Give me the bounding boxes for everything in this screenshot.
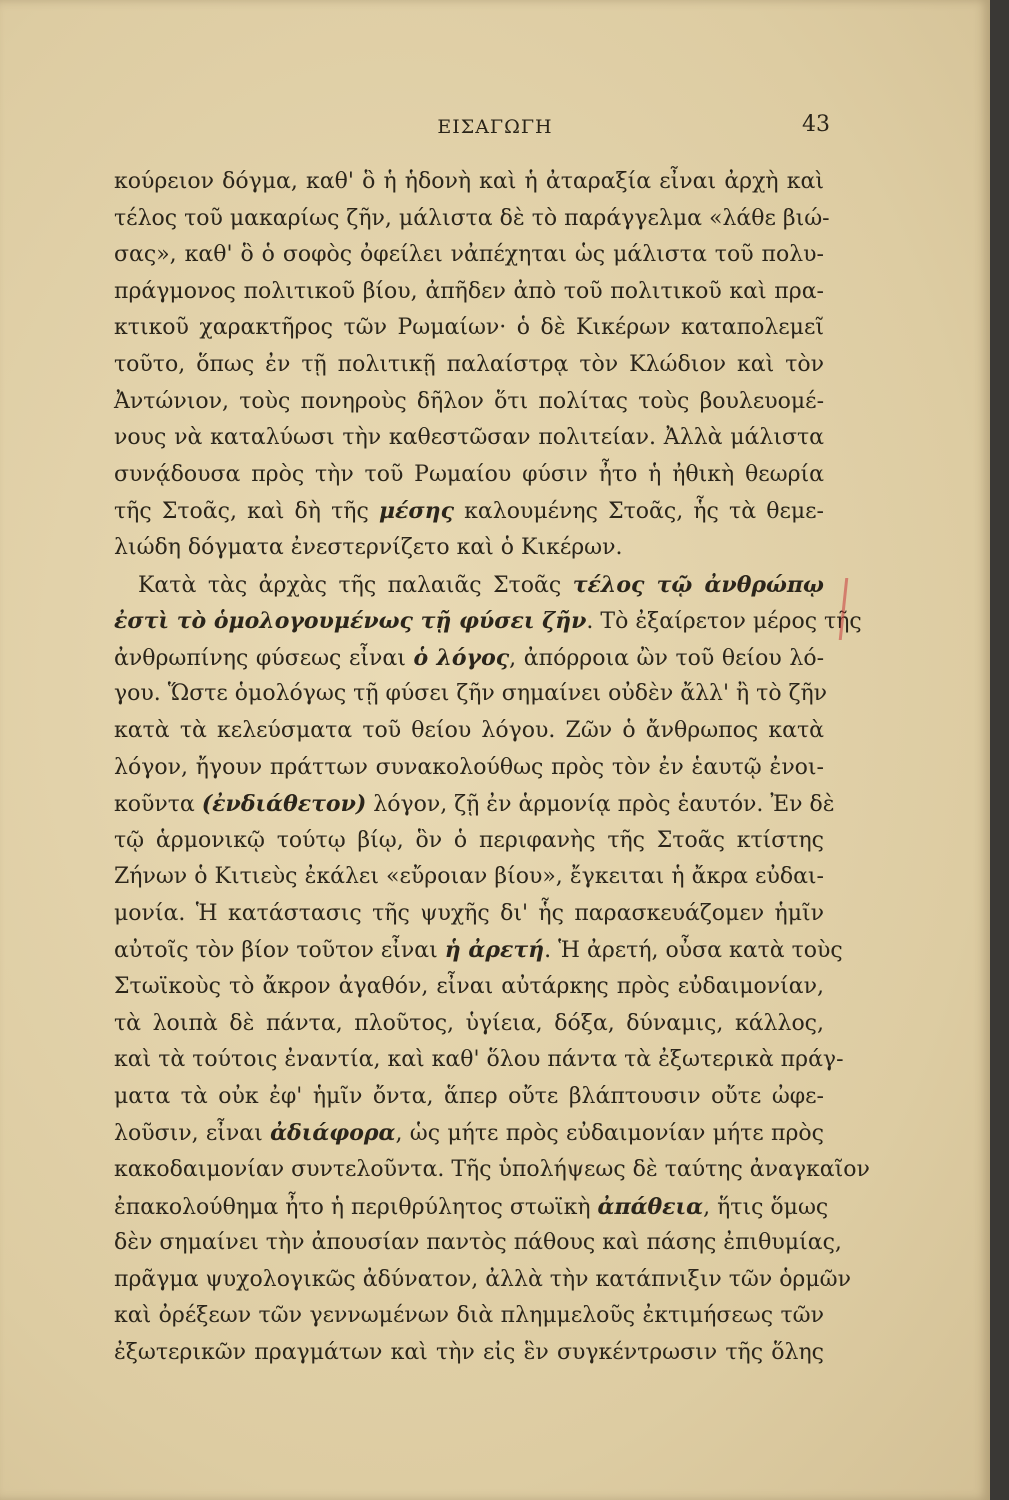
text-segment: τοῦτο, ὅπως ἐν τῇ πολιτικῇ παλαίστρᾳ τὸν Κλώδιον καὶ τὸν bbox=[114, 351, 824, 377]
text-line bbox=[114, 274, 824, 311]
text-line bbox=[114, 310, 824, 347]
emphasized-term: τέλος τῷ ἀνθρώπῳ bbox=[572, 571, 824, 598]
text-line bbox=[114, 384, 824, 421]
text-segment: Ζήνων ὁ Κιτιεὺς ἐκάλει «εὔροιαν βίου», ἔγκειται ἡ ἄκρα εὐδαι- bbox=[114, 864, 824, 890]
text-segment: λιώδη δόγματα ἐνεστερνίζετο καὶ ὁ Κικέρων. bbox=[114, 534, 623, 560]
text-line bbox=[114, 1262, 851, 1299]
emphasized-term: ὁ λόγος bbox=[413, 644, 510, 671]
text-segment: κατὰ τὰ κελεύσματα τοῦ θείου λόγου. Ζῶν ὁ ἄνθρωπος κατὰ bbox=[114, 717, 824, 743]
text-segment: ἀνθρωπίνης φύσεως εἶναι bbox=[114, 645, 414, 671]
text-segment: τὰ λοιπὰ δὲ πάντα, πλοῦτος, ὑγίεια, δόξα, δύναμις, κάλλος, bbox=[114, 1010, 824, 1036]
text-segment: λοῦσιν, εἶναι bbox=[114, 1121, 271, 1147]
text-segment: δὲν σημαίνει τὴν ἀπουσίαν παντὸς πάθους καὶ πάσης ἐπιθυμίας, bbox=[114, 1230, 842, 1256]
text-segment: σας», καθ' ὃ ὁ σοφὸς ὀφείλει νἀπέχηται ὡς μάλιστα τοῦ πολυ- bbox=[114, 242, 824, 268]
text-segment: νους νὰ καταλύωσι τὴν καθεστῶσαν πολιτείαν. Ἀλλὰ μάλιστα bbox=[114, 425, 824, 451]
text-line bbox=[114, 1042, 844, 1079]
text-line bbox=[114, 932, 843, 969]
text-segment: ματα τὰ οὐκ ἐφ' ἡμῖν ὄντα, ἅπερ οὔτε βλάπτουσιν οὔτε ὠφε- bbox=[114, 1083, 824, 1109]
text-line bbox=[114, 530, 824, 567]
text-line bbox=[114, 1189, 829, 1226]
text-segment: αὐτοῖς τὸν βίον τοῦτον εἶναι bbox=[114, 938, 445, 964]
page-number: 43 bbox=[802, 112, 830, 137]
text-segment: . Ἡ ἀρετή, οὖσα κατὰ τοὺς bbox=[544, 938, 843, 964]
text-line bbox=[114, 1298, 824, 1335]
text-segment: καὶ τὰ τούτοις ἐναντία, καὶ καθ' ὅλου πάντα τὰ ἐξωτερικὰ πράγ- bbox=[114, 1047, 844, 1073]
text-segment: κακοδαιμονίαν συντελοῦντα. Τῆς ὑπολήψεως δὲ ταύτης ἀναγκαῖον bbox=[114, 1157, 870, 1183]
text-line bbox=[114, 457, 824, 494]
text-line bbox=[114, 823, 824, 860]
text-line bbox=[114, 603, 862, 640]
text-line bbox=[114, 1115, 824, 1152]
text-segment: τέλος τοῦ μακαρίως ζῆν, μάλιστα δὲ τὸ παράγγελμα «λάθε βιώ- bbox=[114, 205, 830, 231]
text-segment: Κατὰ τὰς ἀρχὰς τῆς παλαιᾶς Στοᾶς bbox=[138, 572, 573, 598]
text-segment: ἐξωτερικῶν πραγμάτων καὶ τὴν εἰς ἓν συγκέντρωσιν τῆς ὅλης bbox=[114, 1340, 824, 1365]
text-line bbox=[114, 420, 824, 457]
text-segment: γου. Ὥστε ὁμολόγως τῇ φύσει ζῆν σημαίνει οὐδὲν ἄλλ' ἢ τὸ ζῆν bbox=[114, 681, 828, 707]
text-segment: λόγον, ζῇ ἐν ἁρμονίᾳ πρὸς ἑαυτόν. Ἐν δὲ bbox=[366, 792, 835, 818]
emphasized-term: ἀπάθεια bbox=[597, 1193, 704, 1220]
emphasized-term: (ἐνδιάθετον) bbox=[201, 791, 367, 818]
text-line bbox=[114, 237, 824, 274]
text-segment: λόγον, ἤγουν πράττων συνακολούθως πρὸς τὸν ἐν ἑαυτῷ ἐνοι- bbox=[114, 754, 824, 780]
text-line bbox=[114, 786, 835, 823]
text-segment: συνᾴδουσα πρὸς τὴν τοῦ Ρωμαίου φύσιν ἦτο ἡ ἠθικὴ θεωρία bbox=[114, 461, 824, 487]
text-segment: μονία. Ἡ κατάστασις τῆς ψυχῆς δι' ἧς παρασκευάζομεν ἡμῖν bbox=[114, 900, 824, 926]
text-line bbox=[114, 201, 830, 238]
text-segment: τῷ ἁρμονικῷ τούτῳ βίῳ, ὃν ὁ περιφανὴς τῆς Στοᾶς κτίστης bbox=[114, 827, 824, 853]
text-line bbox=[114, 1225, 842, 1262]
text-segment: τῆς Στοᾶς, καὶ δὴ τῆς bbox=[114, 499, 379, 525]
text-segment: , ἀπόρροια ὢν τοῦ θείου λό- bbox=[509, 645, 825, 671]
body-text bbox=[114, 164, 870, 1372]
running-header: ΕΙΣΑΓΩΓΗ bbox=[437, 116, 553, 138]
text-segment: Στωϊκοὺς τὸ ἄκρον ἀγαθόν, εἶναι αὐτάρκης πρὸς εὐδαιμονίαν, bbox=[114, 974, 824, 1000]
text-line bbox=[114, 859, 824, 896]
text-segment: κοῦντα bbox=[114, 792, 202, 818]
text-segment: κούρειον δόγμα, καθ' ὃ ἡ ἡδονὴ καὶ ἡ ἀταραξία εἶναι ἀρχὴ καὶ bbox=[114, 169, 824, 194]
text-segment: . Τὸ ἐξαίρετον μέρος τῆς bbox=[586, 609, 862, 635]
text-line bbox=[114, 969, 824, 1006]
text-segment: Ἀντώνιον, τοὺς πονηροὺς δῆλον ὅτι πολίτας τοὺς βουλευομέ- bbox=[114, 388, 824, 414]
text-line bbox=[114, 1079, 824, 1116]
text-line bbox=[114, 1335, 824, 1372]
emphasized-term: ἐστὶ τὸ ὁμολογουμένως τῇ φύσει ζῆν bbox=[114, 608, 587, 635]
text-line bbox=[114, 164, 824, 201]
text-segment: καλουμένης Στοᾶς, ἧς τὰ θεμε- bbox=[454, 499, 824, 525]
text-line bbox=[114, 1152, 870, 1189]
text-line bbox=[114, 493, 824, 530]
text-segment: πράγμονος πολιτικοῦ βίου, ἀπῆδεν ἀπὸ τοῦ πολιτικοῦ καὶ πρα- bbox=[114, 278, 824, 304]
text-line bbox=[114, 713, 824, 750]
text-segment: κτικοῦ χαρακτῆρος τῶν Ρωμαίων· ὁ δὲ Κικέρων καταπολεμεῖ bbox=[114, 315, 824, 341]
emphasized-term: ἡ ἀρετή bbox=[444, 937, 545, 964]
text-segment: ἐπακολούθημα ἦτο ἡ περιθρύλητος στωϊκὴ bbox=[114, 1194, 598, 1220]
emphasized-term: ἀδιάφορα bbox=[270, 1120, 396, 1147]
text-line bbox=[114, 676, 828, 713]
text-segment: πρᾶγμα ψυχολογικῶς ἀδύνατον, ἀλλὰ τὴν κατάπνιξιν τῶν ὁρμῶν bbox=[114, 1266, 851, 1292]
text-line bbox=[114, 750, 824, 787]
text-segment: καὶ ὀρέξεων τῶν γεννωμένων διὰ πλημμελοῦς ἐκτιμήσεως τῶν bbox=[114, 1303, 824, 1329]
text-segment: , ἥτις ὅμως bbox=[703, 1194, 829, 1220]
text-line bbox=[114, 347, 824, 384]
text-line bbox=[114, 896, 824, 933]
text-line bbox=[114, 567, 824, 604]
text-line bbox=[114, 1006, 824, 1043]
text-line bbox=[114, 640, 824, 677]
text-segment: , ὡς μήτε πρὸς εὐδαιμονίαν μήτε πρὸς bbox=[395, 1121, 824, 1147]
emphasized-term: μέσης bbox=[378, 498, 455, 525]
